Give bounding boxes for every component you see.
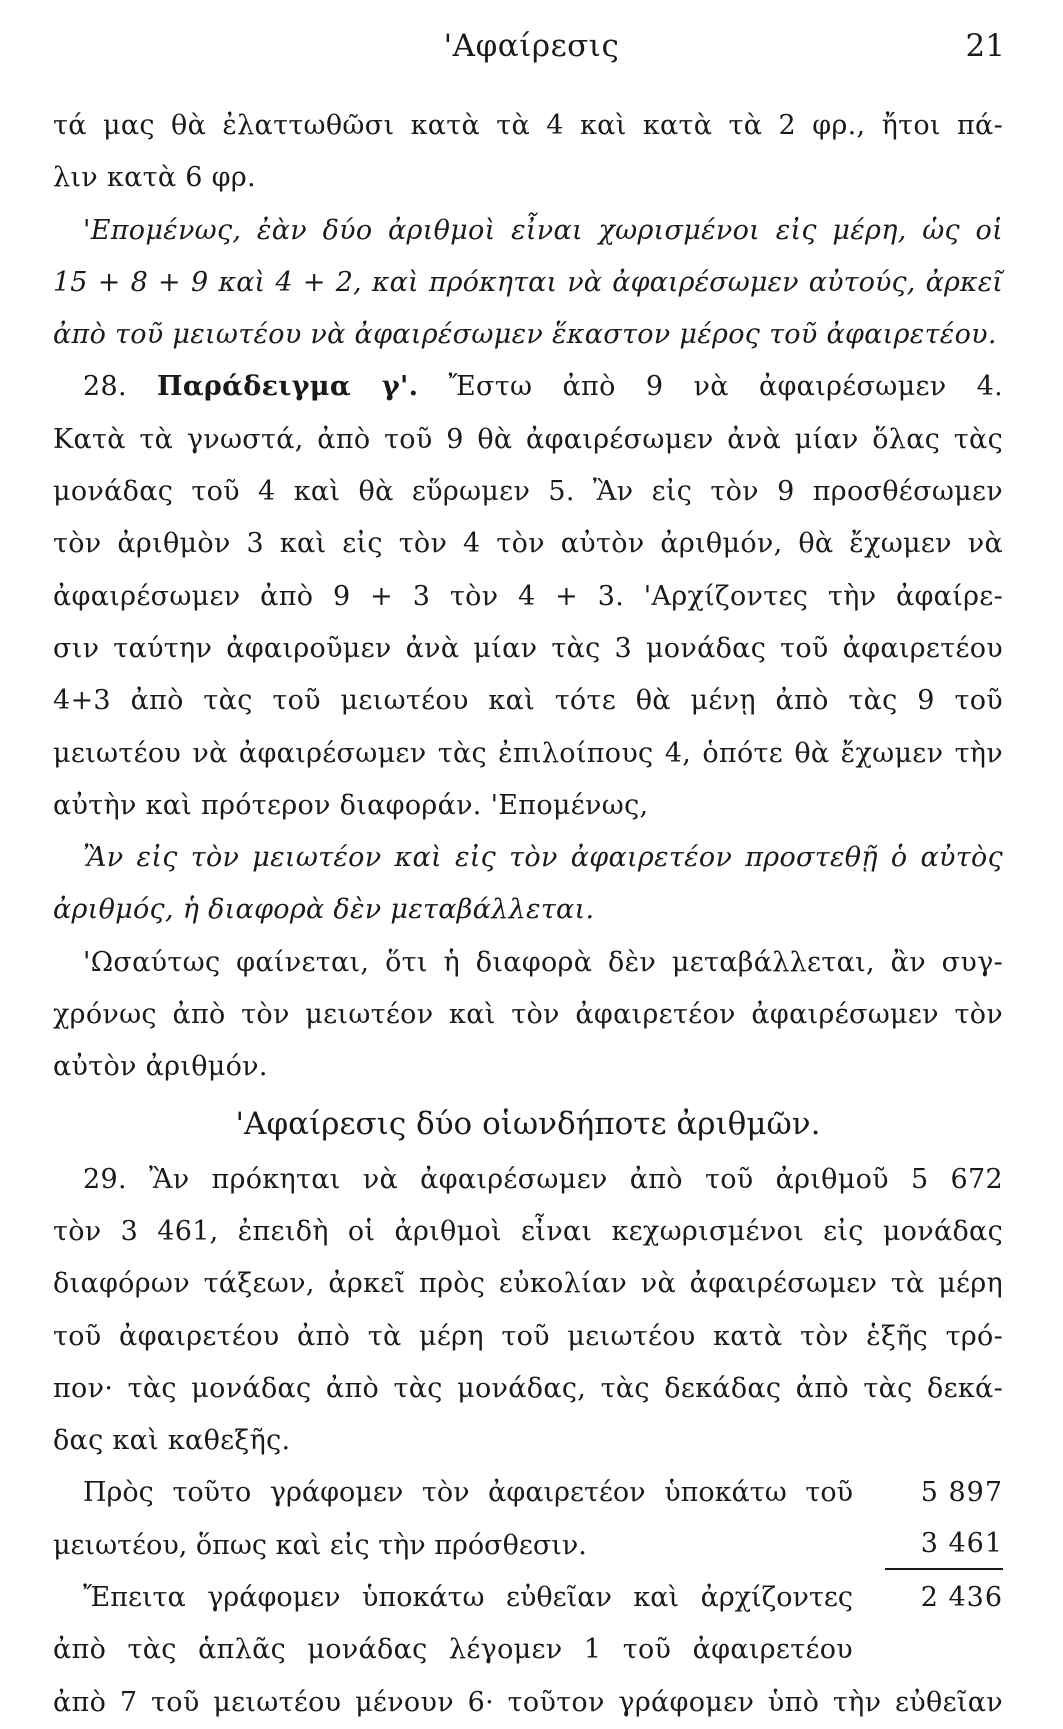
text-line: ἀπὸ τοῦ μειωτέου νὰ ἀφαιρέσωμεν ἕκαστον μέρος τοῦ ἀφαιρετέου. <box>53 319 997 351</box>
calc-row <box>53 1467 1003 1519</box>
text-line: 'Επομένως, ἐὰν δύο ἀριθμοὶ εἶναι χωρισμένοι εἰς μέρη, ὡς οἱ <box>83 214 1003 246</box>
page-header <box>0 28 1063 72</box>
text-line: 29. Ἂν πρόκηται νὰ ἀφαιρέσωμεν ἀπὸ τοῦ ἀριθμοῦ 5 672 <box>83 1163 1003 1195</box>
difference: 2 436 <box>920 1582 1003 1614</box>
text-line: μειωτέου νὰ ἀφαιρέσωμεν τὰς ἐπιλοίπους 4, ὁπότε θὰ ἔχωμεν τὴν <box>53 737 1003 769</box>
text-line: σιν ταύτην ἀφαιροῦμεν ἀνὰ μίαν τὰς 3 μονάδας τοῦ ἀφαιρετέου <box>53 632 1003 664</box>
example-first-sentence: Ἔστω ἀπὸ 9 νὰ ἀφαιρέσωμεν 4. <box>448 371 1004 403</box>
example-title: Παράδειγμα γ'. <box>157 371 419 403</box>
text-line: διαφόρων τάξεων, ἀρκεῖ πρὸς εὐκολίαν νὰ ἀφαιρέσωμεν τὰ μέρη <box>53 1268 1003 1300</box>
text-line: δας καὶ καθεξῆς. <box>53 1425 291 1457</box>
text-line: μειωτέου, ὅπως καὶ εἰς τὴν πρόσθεσιν. <box>53 1529 587 1561</box>
text-line: αὐτὴν καὶ πρότερον διαφοράν. 'Επομένως, <box>53 789 649 821</box>
text-line: αὐτὸν ἀριθμόν. <box>53 1051 268 1083</box>
paragraph-5 <box>53 1467 1003 1728</box>
text-line: 4+3 ἀπὸ τὰς τοῦ μειωτέου καὶ τότε θὰ μένῃ ἀπὸ τὰς 9 τοῦ <box>53 685 1003 717</box>
page-body <box>53 100 1003 1729</box>
text-line: τὸν 3 461, ἐπειδὴ οἱ ἀριθμοὶ εἶναι κεχωρισμένοι εἰς μονάδας <box>53 1215 1003 1247</box>
text-line: Κατὰ τὰ γνωστά, ἀπὸ τοῦ 9 θὰ ἀφαιρέσωμεν ἀνὰ μίαν ὅλας τὰς <box>53 423 1003 455</box>
text-line: 'Ωσαύτως φαίνεται, ὅτι ἡ διαφορὰ δὲν μεταβάλλεται, ἂν συγ- <box>83 946 1003 978</box>
text-line: μονάδας τοῦ 4 καὶ θὰ εὕρωμεν 5. Ἂν εἰς τὸν 9 προσθέσωμεν <box>53 476 1003 508</box>
subtrahend: 3 461 <box>885 1522 1003 1570</box>
text-line: Ἔπειτα γράφομεν ὑποκάτω εὐθεῖαν καὶ ἀρχίζοντες <box>83 1582 853 1614</box>
text-line: τοῦ ἀφαιρετέου ἀπὸ τὰ μέρη τοῦ μειωτέου κατὰ τὸν ἑξῆς τρό- <box>53 1320 1003 1352</box>
text-line: πον· τὰς μονάδας ἀπὸ τὰς μονάδας, τὰς δεκάδας ἀπὸ τὰς δεκά- <box>53 1372 1003 1404</box>
text-line: τά μας θὰ ἐλαττωθῶσι κατὰ τὰ 4 καὶ κατὰ τὰ 2 φρ., ἤτοι πά- <box>53 110 1003 141</box>
calc-row <box>53 1520 1003 1572</box>
example-heading-line <box>53 361 1003 413</box>
paragraph-1 <box>53 100 1003 205</box>
paragraph-3 <box>53 937 1003 1094</box>
running-title: 'Αφαίρεσις <box>443 28 620 64</box>
minuend: 5 897 <box>920 1477 1003 1509</box>
calc-row <box>53 1572 1003 1624</box>
rule-statement <box>53 832 1003 937</box>
text-line: ἀφαιρέσωμεν ἀπὸ 9 + 3 τὸν 4 + 3. 'Αρχίζοντες τὴν ἀφαίρε- <box>53 580 1003 612</box>
text-line: ἀριθμός, ἡ διαφορὰ δὲν μεταβάλλεται. <box>53 894 595 926</box>
section-heading: 'Αφαίρεσις δύο οἱωνδήποτε ἀριθμῶν. <box>235 1105 821 1142</box>
page-number: 21 <box>965 28 1005 64</box>
text-line: χρόνως ἀπὸ τὸν μειωτέον καὶ τὸν ἀφαιρετέον ἀφαιρέσωμεν τὸν <box>53 999 1003 1031</box>
paragraph-4 <box>53 1154 1003 1468</box>
text-line: Ἂν εἰς τὸν μειωτέον καὶ εἰς τὸν ἀφαιρετέον προστεθῇ ὁ αὐτὸς <box>83 842 1003 874</box>
text-line: ἀπὸ 7 τοῦ μειωτέου μένουν 6· τοῦτον γράφομεν ὑπὸ τὴν εὐθεῖαν <box>53 1686 1003 1718</box>
text-line: ἀπὸ τὰς ἁπλᾶς μονάδας λέγομεν 1 τοῦ ἀφαιρετέου <box>53 1634 853 1666</box>
text-line: τὸν ἀριθμὸν 3 καὶ εἰς τὸν 4 τὸν αὐτὸν ἀριθμόν, θὰ ἔχωμεν νὰ <box>53 528 1003 560</box>
text-line: Πρὸς τοῦτο γράφομεν τὸν ἀφαιρετέον ὑποκάτω τοῦ <box>83 1477 853 1509</box>
text-line: 15 + 8 + 9 καὶ 4 + 2, καὶ πρόκηται νὰ ἀφαιρέσωμεν αὐτούς, ἀρκεῖ <box>53 266 1003 298</box>
text-line: λιν κατὰ 6 φρ. <box>53 162 256 194</box>
example-paragraph <box>53 361 1003 832</box>
paragraph-2 <box>53 205 1003 362</box>
example-number: 28. <box>83 371 127 403</box>
